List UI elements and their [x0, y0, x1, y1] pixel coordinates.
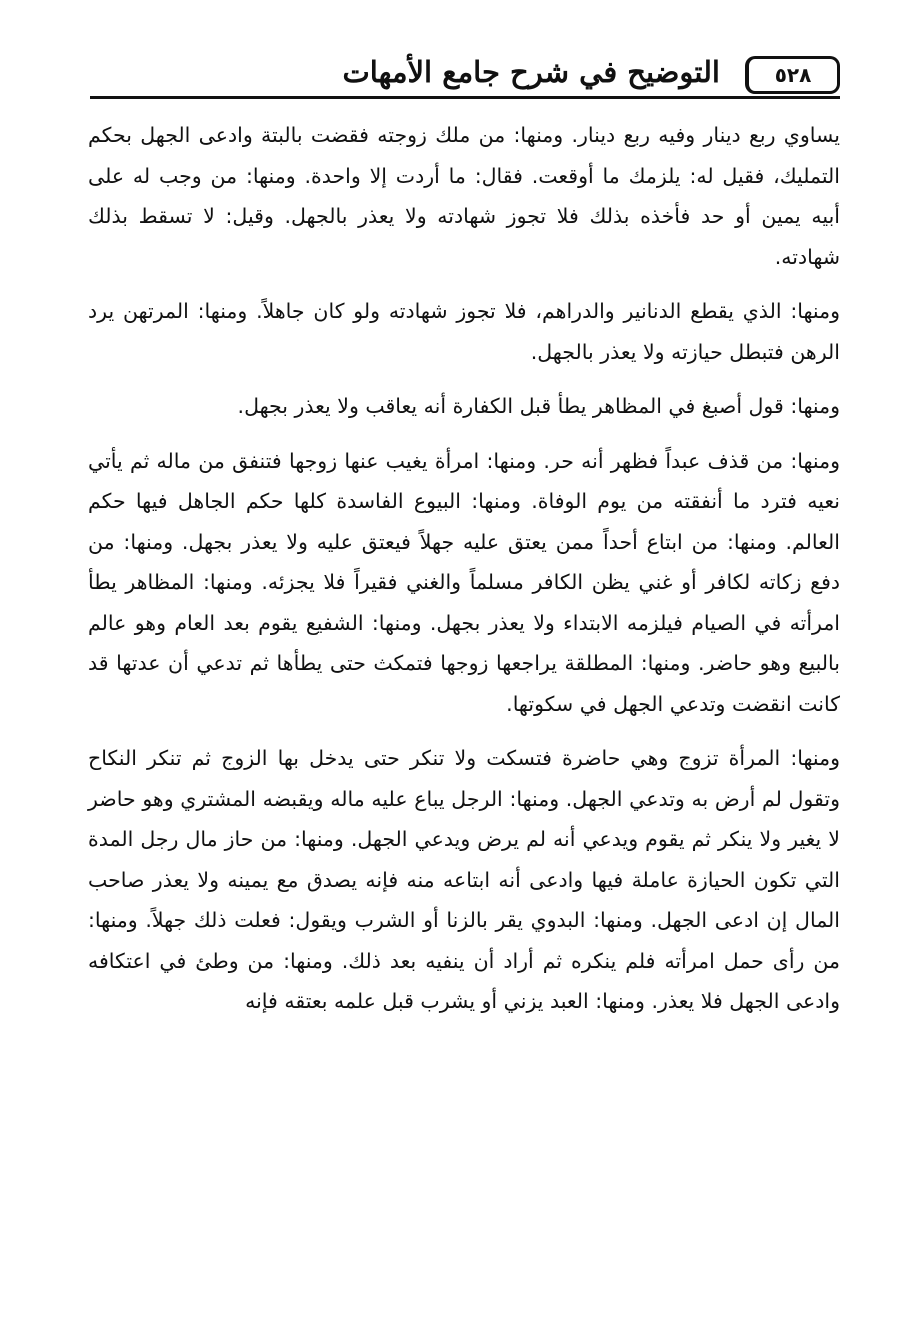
paragraph: يساوي ربع دينار وفيه ربع دينار. ومنها: من ملك زوجته فقضت بالبتة وادعى الجهل بحكم التمليك، فقيل له: يلزمك ما أوقعت. فقال: ما أردت إلا واحدة. ومنها: من وجب له على أبيه يمين أو حد فأخذه بذلك فلا تجوز شهادته ولا يعذر بالجهل. وقيل: لا تسقط بذلك شهادته.: [88, 123, 840, 269]
paragraph: ومنها: المرأة تزوج وهي حاضرة فتسكت ولا تنكر حتى يدخل بها الزوج ثم تنكر النكاح وتقول لم أرض به وتدعي الجهل. ومنها: الرجل يباع عليه ماله ويقبضه المشتري وهو حاضر لا يغير ولا ينكر ثم يقوم ويدعي أنه لم يرض ويدعي الجهل. ومنها: من حاز مال رجل المدة التي تكون الحيازة عاملة فيها وادعى أنه ابتاعه منه فإنه يصدق مع يمينه ولا يعذر صاحب المال إن ادعى الجهل. ومنها: البدوي يقر بالزنا أو الشرب ويقول: فعلت ذلك جهلاً. ومنها: من رأى حمل امرأته فلم ينكره ثم أراد أن ينفيه بعد ذلك. ومنها: من وطئ في اعتكافه وادعى الجهل فلا يعذر. ومنها: العبد يزني أو يشرب قبل علمه بعتقه فإنه: [88, 746, 840, 1013]
paragraph: ومنها: من قذف عبداً فظهر أنه حر. ومنها: امرأة يغيب عنها زوجها فتنفق من ماله ثم يأتي نعيه فترد ما أنفقته من يوم الوفاة. ومنها: البيوع الفاسدة كلها حكم الجاهل فيها حكم العالم. ومنها: من ابتاع أحداً ممن يعتق عليه جهلاً فيعتق عليه ولا يعذر بجهل. ومنها: من دفع زكاته لكافر أو غني يظن الكافر مسلماً والغني فقيراً فلا يجزئه. ومنها: المظاهر يطأ امرأته في الصيام فيلزمه الابتداء ولا يعذر بجهل. ومنها: الشفيع يقوم بعد العام وهو عالم بالبيع وهو حاضر. ومنها: المطلقة يراجعها زوجها فتمكث حتى يطأها ثم تدعي أن عدتها قد كانت انقضت وتدعي الجهل في سكوتها.: [88, 448, 840, 716]
book-title: التوضيح في شرح جامع الأمهات: [342, 55, 720, 89]
header-divider: [90, 96, 840, 99]
page-number: ٥٢٨: [745, 56, 840, 94]
paragraph: ومنها: قول أصبغ في المظاهر يطأ قبل الكفارة أنه يعاقب ولا يعذر بجهل.: [237, 394, 840, 418]
main-text: [88, 115, 840, 1036]
running-header: [90, 52, 840, 98]
paragraph: ومنها: الذي يقطع الدنانير والدراهم، فلا تجوز شهادته ولو كان جاهلاً. ومنها: المرتهن يرد الرهن فتبطل حيازته ولا يعذر بالجهل.: [88, 299, 840, 364]
